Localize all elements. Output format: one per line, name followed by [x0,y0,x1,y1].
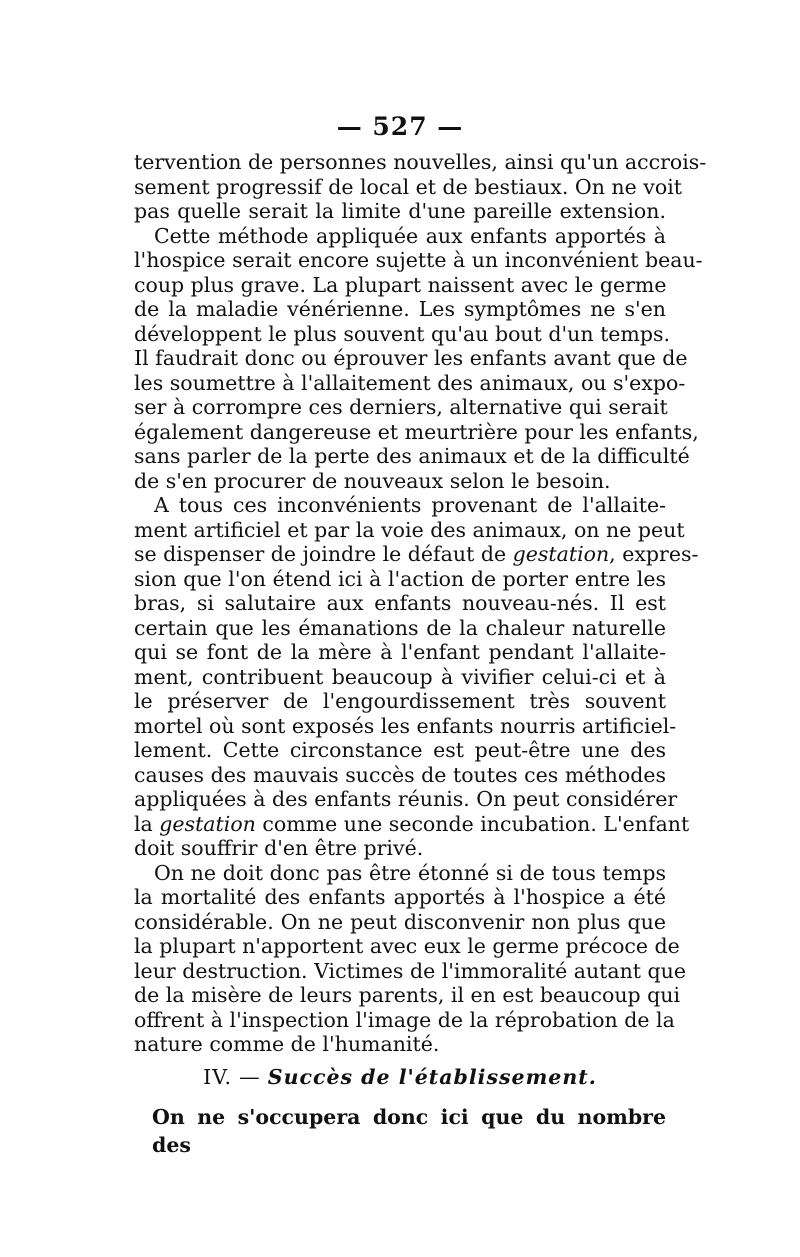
text-line: également dangereuse et meurtrière pour les enfants, [134,419,699,444]
text-line: pas quelle serait la limite d'une pareille extension. [134,199,666,223]
text-line: coup plus grave. La plupart naissent avec le germe [134,272,667,297]
text-line: A tous ces inconvénients provenant de l'allaite- [154,493,666,517]
text-line: l'hospice serait encore sujette à un inconvénient beau- [134,248,703,272]
page-number: — 527 — [336,112,464,141]
text-line: Cette méthode appliquée aux enfants apportés à [154,223,666,248]
text-line: Il faudrait donc ou éprouver les enfants avant que de [134,346,688,370]
text-line-with-italic [134,811,690,837]
section-dash: — [239,1065,261,1089]
catchword-line: On ne s'occupera donc ici que du nombre des [152,1105,666,1157]
text-line: bras, si salutaire aux enfants nouveau-nés. Il est [134,591,666,615]
text-line: considérable. On ne peut disconvenir non plus que [134,909,666,934]
text-line: ment, contribuent beaucoup à vivifier celui-ci et à [134,664,666,689]
section-title: Succès de l'établissement. [267,1065,597,1089]
text-line: la plupart n'apportent avec eux le germe précoce de [134,934,680,958]
text-line: lement. Cette circonstance est peut-être une des [134,738,666,762]
text-line: les soumettre à l'allaitement des animaux, ou s'expo- [134,370,686,395]
text-line: développent le plus souvent qu'au bout d'un temps. [134,321,671,346]
text-fragment: la [134,811,160,836]
section-number: IV. [203,1065,232,1089]
text-line: sans parler de la perte des animaux et de la difficulté [134,444,690,468]
text-line: sion que l'on étend ici à l'action de porter entre les [134,566,666,591]
italic-term: gestation [512,542,610,566]
text-line: nature comme de l'humanité. [134,1032,440,1056]
text-line: tervention de personnes nouvelles, ainsi qu'un accrois- [134,150,707,174]
text-line: de la misère de leurs parents, il en est beaucoup qui [134,983,681,1007]
text-fragment: se dispenser de joindre le défaut de [134,542,513,566]
text-fragment: comme une seconde incubation. L'enfant [255,811,690,836]
body-text [134,150,707,1057]
text-line: offrent à l'inspection l'image de la réprobation de la [134,1007,675,1032]
paragraph-4 [134,860,687,1057]
paragraph-3 [134,493,699,861]
text-line-with-italic [134,542,699,567]
text-line: On ne doit donc pas être étonné si de tous temps [154,860,666,885]
text-line: appliquées à des enfants réunis. On peut considérer [134,787,678,811]
text-fragment: , expres- [609,542,699,566]
text-line: mortel où sont exposés les enfants nourris artificiel- [134,713,677,738]
paragraph-2 [134,223,703,494]
paragraph-1 [134,150,707,224]
section-heading [0,1065,800,1089]
text-line: qui se font de la mère à l'enfant pendant l'allaite- [134,640,666,664]
text-line: de s'en procurer de nouveaux selon le besoin. [134,468,611,493]
text-line: sement progressif de local et de bestiaux. On ne voit [134,174,682,199]
text-line: de la maladie vénérienne. Les symptômes ne s'en [134,297,666,321]
text-line: doit souffrir d'en être privé. [134,836,424,860]
text-line: causes des mauvais succès de toutes ces méthodes [134,762,666,787]
text-line: le préserver de l'engourdissement très souvent [134,689,666,713]
text-line: ser à corrompre ces derniers, alternative qui serait [134,395,668,419]
text-line: la mortalité des enfants apportés à l'hospice a été [134,885,666,909]
text-line: leur destruction. Victimes de l'immoralité autant que [134,958,687,983]
text-line: certain que les émanations de la chaleur naturelle [134,615,666,640]
text-line: ment artificiel et par la voie des animaux, on ne peut [134,517,685,542]
italic-term: gestation [159,811,256,836]
